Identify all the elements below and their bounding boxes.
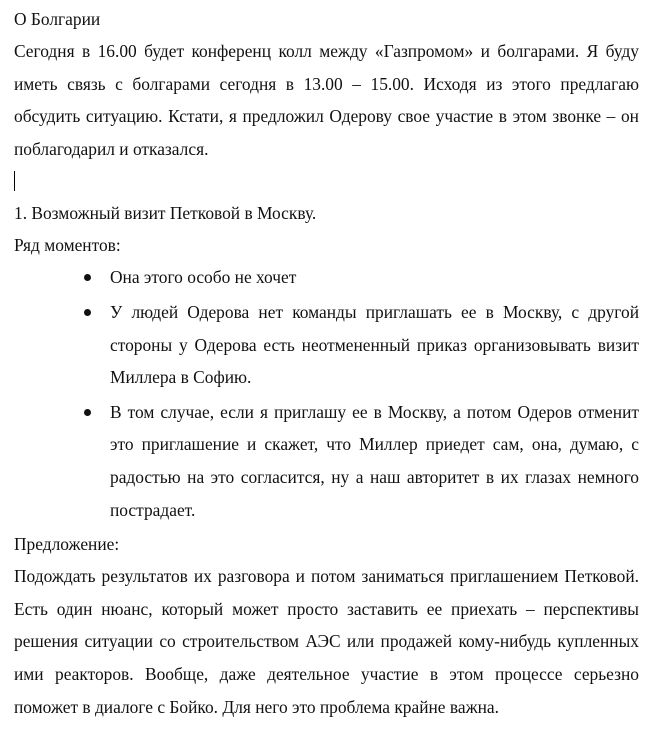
intro-paragraph: Сегодня в 16.00 будет конференц колл между «Газпромом» и болгарами. Я буду иметь связь с болгарами сегодня в 13.00 – 15.00. Исходя из этого предлагаю обсудить ситуацию. Кстати, я предложил Одерову свое участие в этом звонке – он поблагодарил и отказался. (14, 41, 639, 159)
bullet-dot-icon (84, 409, 91, 416)
bullet-list (14, 261, 639, 526)
proposal-label: Предложение: (14, 534, 120, 555)
points-label: Ряд моментов: (14, 235, 121, 256)
text-cursor (14, 171, 15, 191)
section-title: 1. Возможный визит Петковой в Москву. (14, 203, 317, 224)
bullet-item (110, 261, 639, 294)
proposal-paragraph: Подождать результатов их разговора и потом заниматься приглашением Петковой. Есть один нюанс, который может просто заставить ее приехать – перспективы решения ситуации со строительством АЭС или продажей кому-нибудь купленных ими реакторов. Вообще, даже деятельное участие в этом процессе серьезно поможет в диалоге с Бойко. Для него это проблема крайне важна. (14, 566, 639, 717)
document-heading: О Болгарии (14, 9, 101, 29)
bullet-item (110, 396, 639, 526)
bullet-text: Она этого особо не хочет (110, 267, 297, 288)
bullet-dot-icon (84, 309, 91, 316)
empty-line[interactable] (14, 165, 639, 197)
bullet-text: У людей Одерова нет команды приглашать ее в Москву, с другой стороны у Одерова есть неотмененный приказ организовывать визит Миллера в Софию. (110, 301, 639, 388)
bullet-dot-icon (84, 274, 91, 281)
bullet-text: В том случае, если я приглашу ее в Москву, а потом Одеров отменит это приглашение и скажет, что Миллер приедет сам, она, думаю, с радостью на это согласится, ну а наш авторитет в их глазах немного пострадает. (110, 401, 639, 520)
bullet-item (110, 296, 639, 394)
